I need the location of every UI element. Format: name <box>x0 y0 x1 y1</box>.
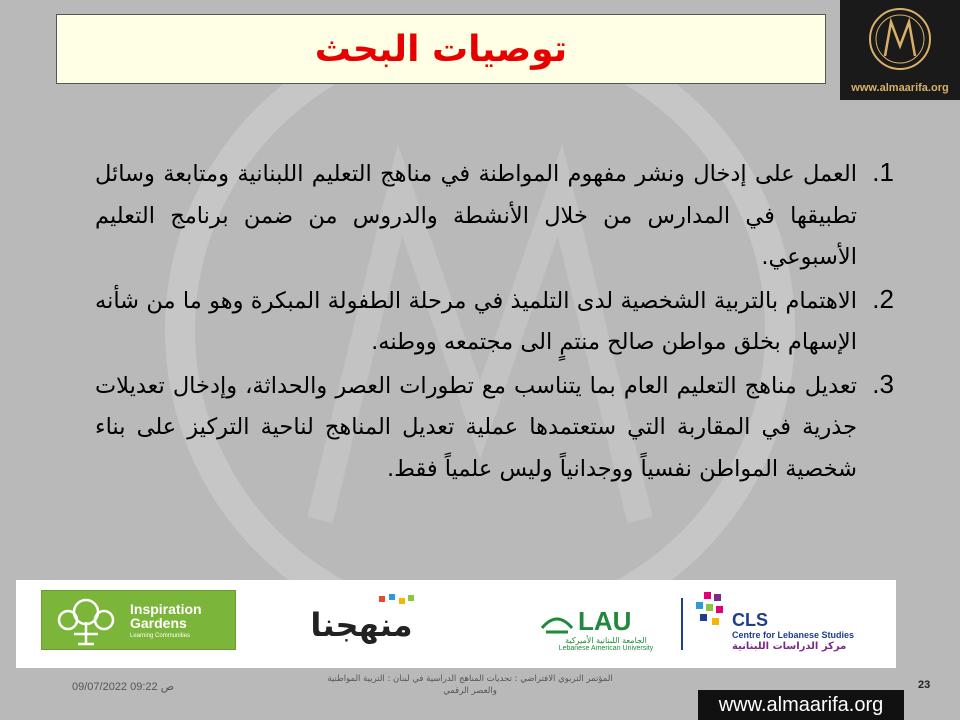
list-item: 3. تعديل مناهج التعليم العام بما يتناسب مع تطورات العصر والحداثة، وإدخال تعديلات جذرية في المقاربة التي ستعتمدها عملية تعديل المناهج لناحية التركيز على بناء شخصية المواطن نفسياً ووجدانياً وليس علمياً فقط. <box>95 364 865 491</box>
recommendations-list <box>95 152 905 490</box>
lau-english-name: Lebanese American University <box>558 645 654 652</box>
cls-arabic-name: مركز الدراسات اللبنانية <box>732 641 847 652</box>
almaarifa-m-icon <box>865 4 935 74</box>
cls-squares-icon <box>692 592 728 632</box>
title-box <box>56 14 826 84</box>
lau-arabic-name: الجامعة اللبنانية الأميركية <box>565 636 647 645</box>
inspiration-gardens-name: Inspiration Gardens <box>130 601 202 631</box>
partner-logos-strip <box>16 580 896 668</box>
slide-title: توصيات البحث <box>314 28 568 70</box>
logo-divider <box>681 598 683 650</box>
manhajuna-logo <box>299 590 424 650</box>
cls-logo <box>692 590 892 656</box>
manhajuna-name: منهجنا <box>310 606 413 644</box>
list-item: 1. العمل على إدخال ونشر مفهوم المواطنة في مناهج التعليم اللبنانية ومتابعة وسائل تطبيقها في المدارس من خلال الأنشطة والدروس من ضمن برنامج التعليم الأسبوعي. <box>95 152 865 279</box>
list-item: 2. الاهتمام بالتربية الشخصية لدى التلميذ في مرحلة الطفولة المبكرة وهو ما من شأنه الإسهام بخلق مواطن صالح منتمٍ الى مجتمعه ووطنه. <box>95 279 865 364</box>
lau-name: LAU <box>578 606 632 636</box>
brand-logo <box>840 0 960 100</box>
page-number: 23 <box>918 679 931 691</box>
cls-name: CLS <box>732 610 768 630</box>
inspiration-gardens-subtitle: Learning Communities <box>130 633 191 639</box>
tree-icon <box>46 592 126 648</box>
cls-english-name: Centre for Lebanese Studies <box>732 630 855 640</box>
cedar-icon <box>540 606 574 634</box>
footer-date: 09/07/2022 09:22 ص <box>72 681 175 693</box>
brand-url: www.almaarifa.org <box>851 82 949 94</box>
website-url-banner[interactable]: www.almaarifa.org <box>698 690 904 720</box>
footer-conference-title: المؤتمر التربوي الافتراضي : تحديات المناهج الدراسية في لبنان : التربية المواطنية والعصر الرقمي <box>327 674 613 696</box>
inspiration-gardens-logo <box>41 590 236 650</box>
lau-logo <box>536 602 676 650</box>
